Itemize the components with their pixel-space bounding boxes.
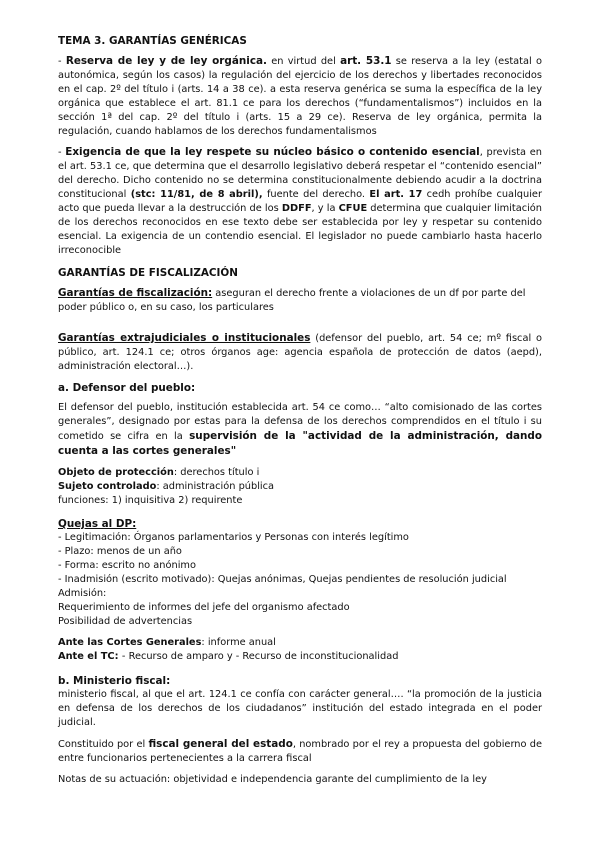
fiscal-general-bold: fiscal general del estado (148, 738, 293, 750)
cfue-reference: CFUE (338, 203, 368, 214)
tc-text: - Recurso de amparo y - Recurso de inconstitucionalidad (121, 651, 399, 662)
nucleo-heading: Exigencia de que la ley respete su núcleo básico o contenido esencial (65, 146, 480, 158)
objeto-label: Objeto de protección (58, 467, 174, 478)
subheading-ministerio-fiscal: b. Ministerio fiscal: (58, 675, 171, 687)
ddff-reference: DDFF (281, 203, 312, 214)
art17-reference: El art. 17 (369, 189, 423, 200)
objeto-text: : derechos título i (173, 467, 260, 478)
paragraph-garantias-fiscalizacion (58, 286, 542, 315)
sujeto-label: Sujeto controlado (58, 481, 157, 492)
garantias-fiscalizacion-text: aseguran el derecho frente a violaciones de un df por parte del poder público o, en su caso, los particulares (58, 288, 526, 313)
list-item: - Forma: escrito no anónimo (58, 560, 196, 571)
nucleo-text: , prevista en el art. 53.1 ce, que determina que el desarrollo legislativo deberá respetar el “contenido esencial” del derecho. Dicho contenido no se determina constitucionalmente debiendo acudir a la doctrina constitucional (58, 147, 542, 200)
quejas-heading: Quejas al DP: (58, 518, 137, 530)
list-item: Requerimiento de informes del jefe del organismo afectado (58, 602, 350, 613)
sujeto-line (58, 480, 542, 494)
constituido-text: , nombrado por el rey a propuesta del gobierno de entre funcionarios pertenecientes a la carrera fiscal (58, 739, 543, 764)
constituido-text: Constituido por el (58, 739, 149, 750)
garantias-extrajudiciales-label: Garantías extrajudiciales o institucionales (58, 332, 311, 344)
nucleo-text: , y la (311, 203, 339, 214)
list-item: Admisión: (58, 588, 107, 599)
list-item: - Plazo: menos de un año (58, 546, 182, 557)
paragraph-constituido (58, 737, 542, 766)
cortes-text: : informe anual (201, 637, 276, 648)
nucleo-text: determina que cualquier limitación de los derechos reconocidos en ese texto debe ser establecida por ley y respetar su contenido esencial. La exigencia de un contendio esencial. El legislador no puede cambiarlo hasta hacerlo irreconocible (58, 203, 543, 256)
cortes-label: Ante las Cortes Generales (58, 637, 202, 648)
document-title: TEMA 3. GARANTÍAS GENÉRICAS (58, 35, 247, 47)
reserva-heading: Reserva de ley y de ley orgánica. (65, 55, 267, 67)
garantias-fiscalizacion-label: Garantías de fiscalización: (58, 287, 213, 299)
sujeto-text: : administración pública (156, 481, 275, 492)
reserva-article-ref: art. 53.1 (340, 55, 392, 67)
objeto-line (58, 466, 542, 480)
stc-reference: (stc: 11/81, de 8 abril), (130, 189, 263, 200)
cortes-line (58, 636, 542, 650)
paragraph-reserva-de-ley (58, 54, 542, 139)
garantias-extrajudiciales-text: (defensor del pueblo, art. 54 ce; mº fiscal o público, art. 124.1 ce; otros órganos age: agencia española de protección de datos (aepd), administración electoral…). (58, 333, 542, 372)
subheading-defensor-del-pueblo: a. Defensor del pueblo: (58, 382, 196, 394)
section-heading-fiscalizacion: GARANTÍAS DE FISCALIZACIÓN (58, 267, 238, 279)
list-item: Posibilidad de advertencias (58, 616, 193, 627)
bullet-dash: - (58, 147, 66, 158)
tc-line (58, 650, 542, 664)
paragraph-garantias-extrajudiciales (58, 331, 542, 374)
nucleo-text: cedh prohíbe cualquier acto que pueda llevar a la destrucción de los (58, 189, 542, 214)
paragraph-nucleo-esencial (58, 145, 542, 258)
tc-label: Ante el TC: (58, 651, 122, 662)
paragraph-notas-actuacion: Notas de su actuación: objetividad e independencia garante del cumplimiento de la ley (58, 774, 487, 785)
defensor-text: El defensor del pueblo, institución establecida art. 54 ce como… “alto comisionado de las cortes generales”, designado por estas para la defensa de los derechos comprendidos en el título i su cometido se cifra en la (58, 402, 542, 442)
nucleo-text: fuente del derecho. (262, 189, 370, 200)
list-item: - Legitimación: Órganos parlamentarios y Personas con interés legítimo (58, 532, 409, 543)
bullet-dash: - (58, 56, 66, 67)
paragraph-defensor (58, 401, 542, 459)
funciones-line: funciones: 1) inquisitiva 2) requirente (58, 495, 243, 506)
reserva-text: en virtud del (266, 56, 341, 67)
reserva-text: se reserva a la ley (estatal o autonómica, según los casos) la regulación del ejercicio de los derechos y libertades reconocidos en el cap. 2º del título i (arts. 14 a 38 ce). a esta reserva genérica se suma la específica de la ley orgánica que establece el art. 81.1 ce para los derechos (“fundamentalismos”) incluidos en la sección 1ª del cap. 2º del título i (arts. 15 a 29 ce). Reserva de ley orgánica, permita la regulación, cuando hablamos de los derechos fundamentalismos (58, 56, 542, 137)
paragraph-ministerio-fiscal: ministerio fiscal, al que el art. 124.1 ce confía con carácter general…. “la promoción de la justicia en defensa de los derechos de los ciudadanos” institución del estado integrada en el poder judicial. (58, 689, 542, 728)
defensor-supervision-bold: supervisión de la "actividad de la administración, dando cuenta a las cortes generales" (58, 430, 543, 457)
list-item: - Inadmisión (escrito motivado): Quejas anónimas, Quejas pendientes de resolución judicial (58, 574, 507, 585)
